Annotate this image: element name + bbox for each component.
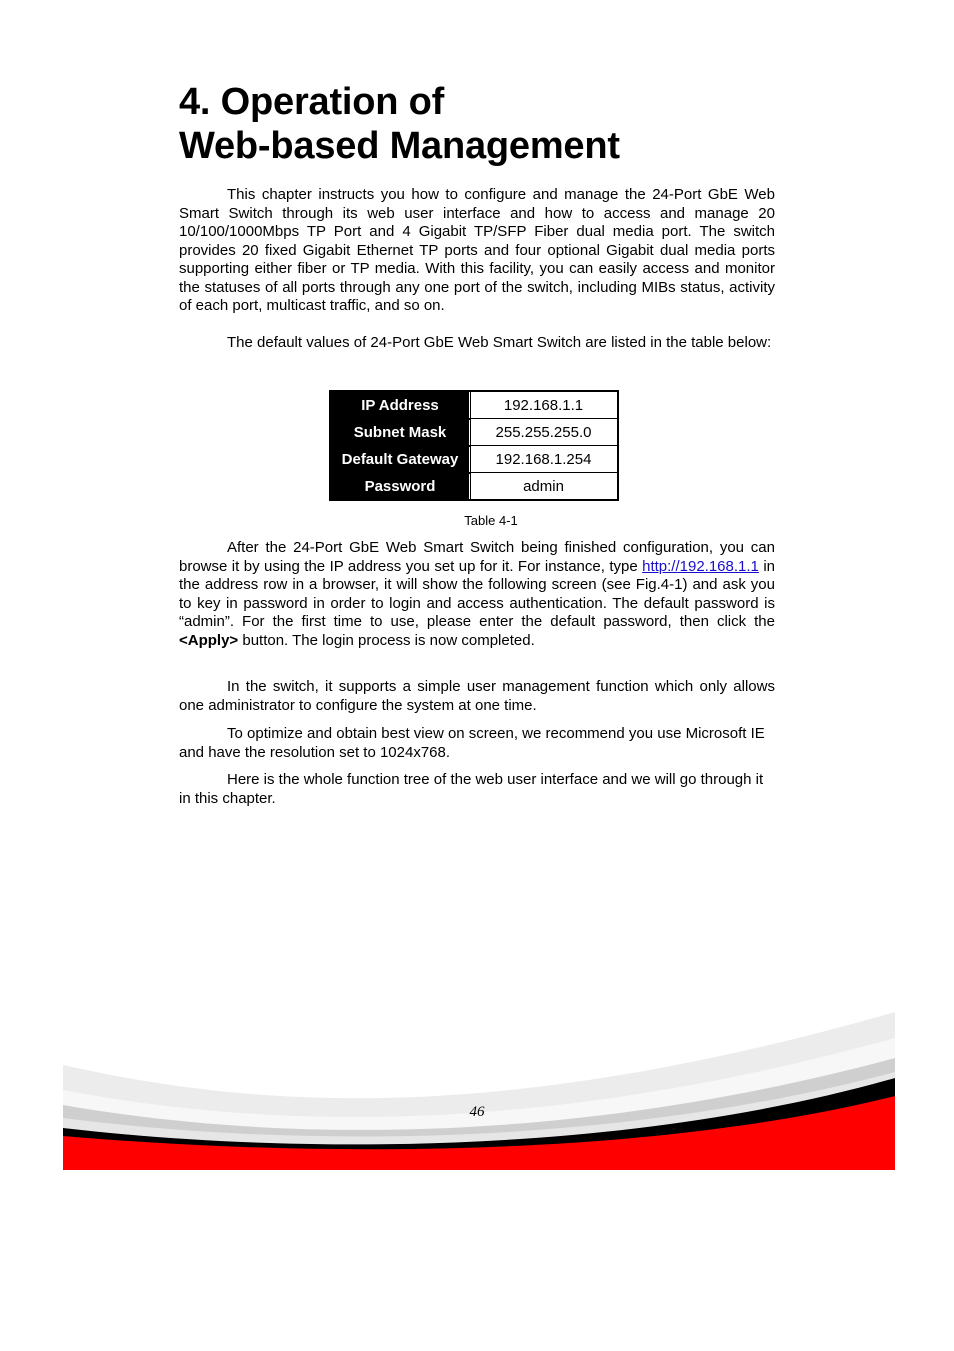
table-row xyxy=(330,473,618,501)
switch-url-link[interactable]: http://192.168.1.1 xyxy=(642,557,759,575)
apply-button-reference: <Apply> xyxy=(179,631,239,649)
chapter-title xyxy=(179,80,779,168)
table-row xyxy=(330,419,618,446)
table-value-cell: 255.255.255.0 xyxy=(470,419,619,446)
table-key-cell: Default Gateway xyxy=(330,446,470,473)
table-value-cell: admin xyxy=(470,473,619,501)
chapter-title-line-1: 4. Operation of xyxy=(179,81,445,123)
chapter-title-line-2: Web-based Management xyxy=(179,125,620,167)
table-key-cell: IP Address xyxy=(330,391,470,419)
user-management-paragraph: In the switch, it supports a simple user management function which only allows one administrator to configure the system at one time. xyxy=(179,678,775,714)
login-text-middle: in the address row in a browser, it will show the following screen (see Fig.4-1) and ask you to key in password in order to login and access authentication. The default password is “admin”. For the first time to use, please enter the default password, then click the xyxy=(179,557,775,630)
function-tree-paragraph: Here is the whole function tree of the web user interface and we will go through it in this chapter. xyxy=(179,771,764,807)
table-row xyxy=(330,446,618,473)
table-caption: Table 4-1 xyxy=(464,513,518,528)
browser-recommendation-paragraph: To optimize and obtain best view on screen, we recommend you use Microsoft IE and have the resolution set to 1024x768. xyxy=(179,725,765,761)
table-key-cell: Subnet Mask xyxy=(330,419,470,446)
page-number: 46 xyxy=(469,1104,485,1120)
table-value-cell: 192.168.1.1 xyxy=(470,391,619,419)
intro-paragraph: This chapter instructs you how to configure and manage the 24-Port GbE Web Smart Switch through its web user interface and how to access and manage 20 10/100/1000Mbps TP Port and 4 Gigabit TP/SFP Fiber dual media port. The switch provides 20 fixed Gigabit Ethernet TP ports and four optional Gigabit dual media ports supporting either fiber or TP media. With this facility, you can easily access and monitor the statuses of all ports through any one port of the switch, including MIBs status, activity of each port, multicast traffic, and so on. xyxy=(179,186,775,314)
login-text-end: button. The login process is now completed. xyxy=(238,631,535,649)
footer-swoosh-graphic xyxy=(63,1010,895,1170)
defaults-intro-paragraph: The default values of 24-Port GbE Web Smart Switch are listed in the table below: xyxy=(227,334,772,351)
login-paragraph xyxy=(179,539,775,650)
table-row xyxy=(330,391,618,419)
default-values-table xyxy=(329,390,619,501)
table-value-cell: 192.168.1.254 xyxy=(470,446,619,473)
login-text-start: After the 24-Port GbE Web Smart Switch being finished configuration, you can browse it by using the IP address you set up for it. For instance, type xyxy=(179,539,775,575)
table-key-cell: Password xyxy=(330,473,470,501)
